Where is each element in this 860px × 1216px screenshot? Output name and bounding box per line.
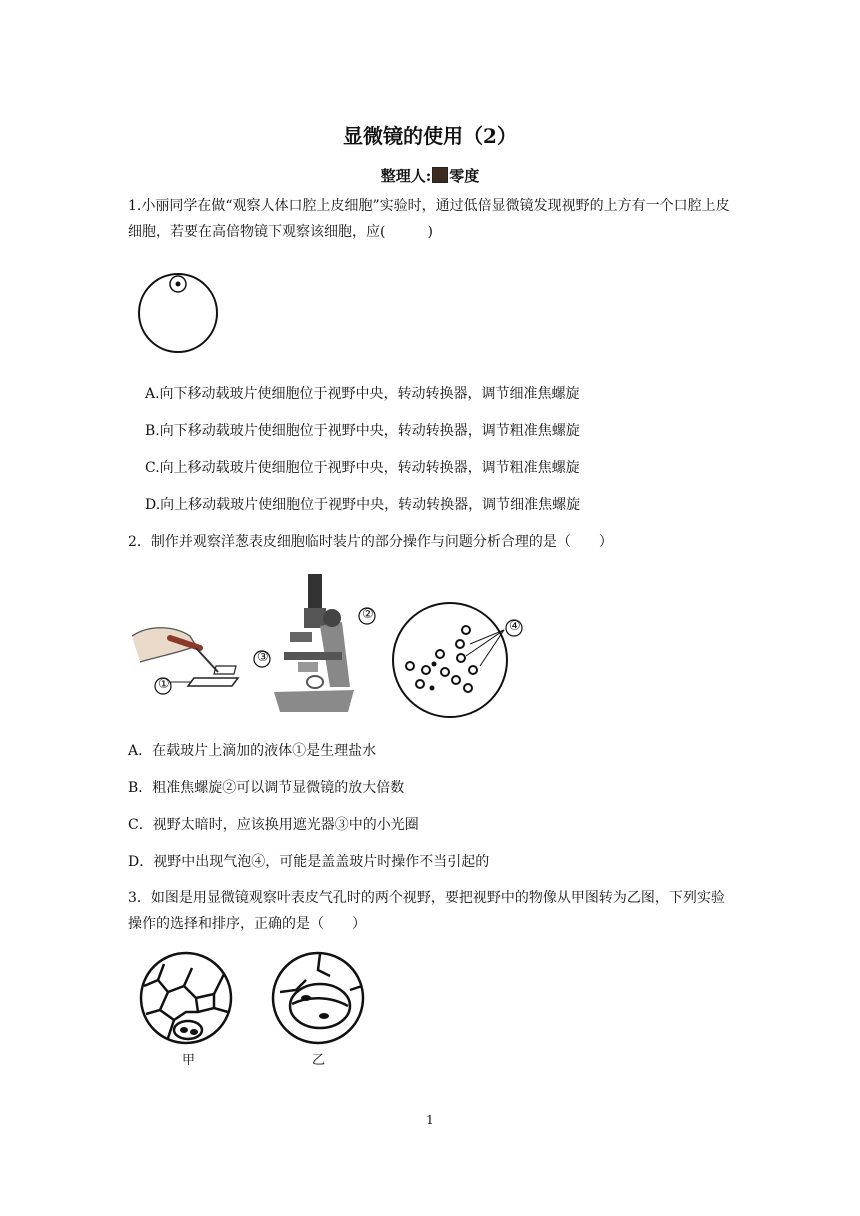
q1-option-b: B.向下移动载玻片使细胞位于视野中央，转动转换器，调节粗准焦螺旋 [145,423,580,439]
q1-stem: 1.小丽同学在做“观察人体口腔上皮细胞”实验时，通过低倍显微镜发现视野的上方有一个口腔上皮细胞，若要在高倍物镜下观察该细胞，应( ) [128,198,730,240]
q1-option-d: D.向上移动载玻片使细胞位于视野中央，转动转换器，调节细准焦螺旋 [145,497,581,513]
author-avatar-icon [432,167,448,183]
q2-option-c: C．视野太暗时，应该换用遮光器③中的小光圈 [128,817,419,833]
q2-option-d: D．视野中出现气泡④，可能是盖盖玻片时操作不当引起的 [128,854,490,870]
page-title: 显微镜的使用（2） [343,124,517,148]
q2-label-2: ② [362,607,374,622]
q2-label-3: ③ [257,650,269,665]
q2-label-1: ① [158,677,170,692]
q1-option-c: C.向上移动载玻片使细胞位于视野中央，转动转换器，调节粗准焦螺旋 [145,460,580,476]
q3-stem: 3．如图是用显微镜观察叶表皮气孔时的两个视野，要把视野中的物像从甲图转为乙图，下列实验操作的选择和排序，正确的是（ ） [128,890,725,932]
q1-option-a: A.向下移动载玻片使细胞位于视野中央，转动转换器，调节细准焦螺旋 [145,386,580,402]
q2-stem: 2．制作并观察洋葱表皮细胞临时装片的部分操作与问题分析合理的是（ ） [128,534,613,550]
q2-option-a: A．在载玻片上滴加的液体①是生理盐水 [128,743,377,759]
author-prefix: 整理人: [380,167,432,185]
q2-option-b: B．粗准焦螺旋②可以调节显微镜的放大倍数 [128,780,405,796]
q1-microscope-field-figure [136,268,222,358]
q3-caption-jia: 甲 [182,1053,196,1068]
author-name: 零度 [449,167,480,185]
q2-dropper-figure [130,622,250,702]
q3-field-jia-figure [138,950,238,1050]
author-line [0,165,860,186]
q3-field-yi-figure [270,950,370,1050]
page-number: 1 [426,1113,434,1127]
q3-caption-yi: 乙 [312,1053,326,1068]
q2-label-4: ④ [509,619,521,634]
q2-microscope-figure [270,572,360,717]
